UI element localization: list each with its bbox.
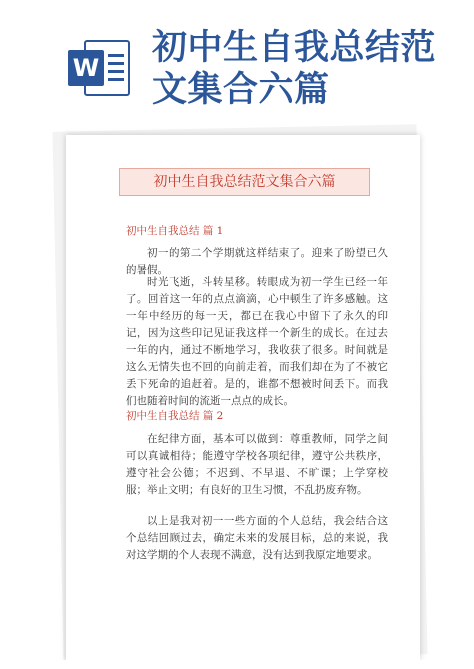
header-title-line2: 文集合六篇	[152, 70, 330, 110]
document-title: 初中生自我总结范文集合六篇	[153, 174, 336, 190]
section-heading-1: 初中生自我总结 篇 1	[126, 225, 224, 237]
word-document-icon	[68, 36, 132, 100]
section2-paragraph-2: 以上是我对初一一些方面的个人总结，我会结合这个总结回顾过去，确定未来的发展目标，总的来说，我对这学期的个人表现不满意，没有达到我原定地要求。	[126, 515, 388, 561]
document-page	[66, 135, 420, 660]
word-icon-line	[108, 78, 124, 81]
word-icon-line	[108, 54, 124, 57]
bottom-strip	[0, 660, 474, 669]
section2-paragraph-1: 在纪律方面，基本可以做到：尊重教师，同学之间可以真诚相待；能遵守学校各项纪律，遵守公共秩序，遵守社会公德；不迟到、不早退、不旷课；上学穿校服；举止文明；有良好的卫生习惯，不乱扔废弃物。	[126, 433, 388, 496]
word-icon-line	[108, 62, 124, 65]
word-icon-badge: W	[68, 50, 104, 86]
section1-paragraph-1: 初一的第二个学期就这样结束了。迎来了盼望已久的暑假。	[126, 247, 388, 276]
word-icon-line	[108, 70, 124, 73]
section-heading-2: 初中生自我总结 篇 2	[126, 410, 224, 422]
section1-paragraph-2: 时光飞逝，斗转星移。转眼成为初一学生已经一年了。回首这一年的点点滴滴，心中顿生了许多感触。这一年中经历的每一天，都已在我心中留下了永久的印记，因为这些印记见证我这样一个新生的成长。在过去一年的内，通过不断地学习，我收获了很多。时间就是这么无情失也不回的向前走着，而我们却在为了不被它丢下死命的追赶着。是的，谁都不想被时间丢下。而我们也随着时间的流逝一点点的成长。	[126, 276, 388, 407]
header-title-line1: 初中生自我总结范	[152, 28, 437, 68]
header-banner	[0, 0, 474, 125]
